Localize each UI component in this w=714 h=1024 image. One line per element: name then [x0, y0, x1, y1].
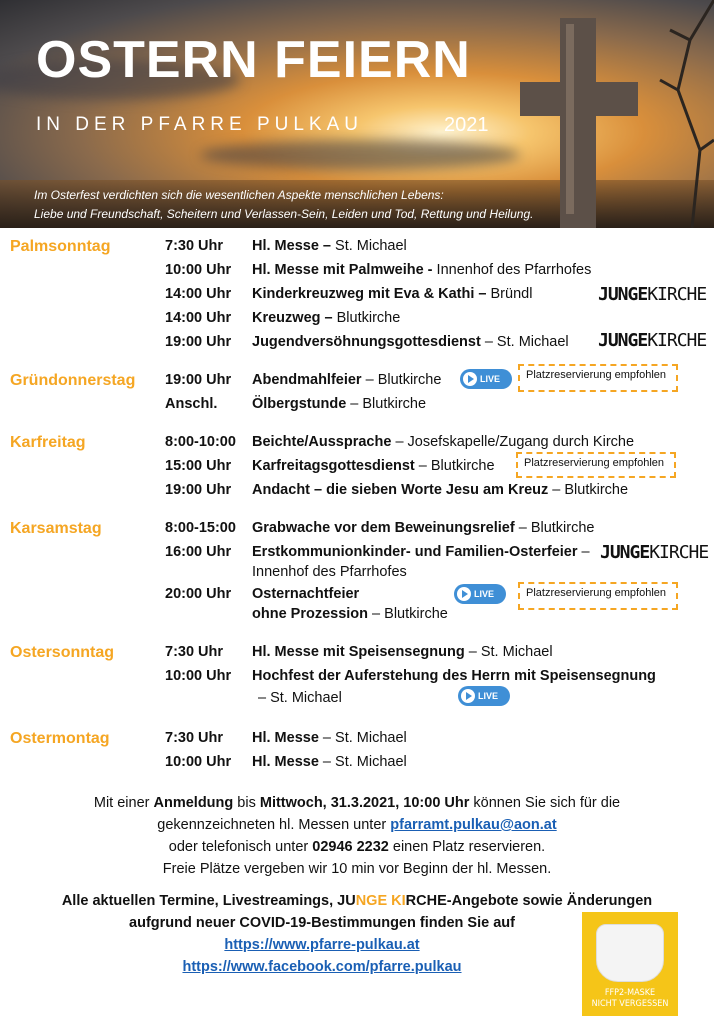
event-time: 15:00 Uhr [165, 458, 232, 474]
event-time: 19:00 Uhr [165, 334, 232, 350]
event-desc: Hl. Messe mit Palmweihe - Innenhof des Pfarrhofes [252, 262, 592, 278]
email-link[interactable]: pfarramt.pulkau@aon.at [390, 817, 557, 833]
event-location: Innenhof des Pfarrhofes [252, 564, 407, 580]
phone-number: 02946 2232 [312, 839, 389, 855]
day-ostermontag: Ostermontag [10, 730, 110, 747]
event-desc: ohne Prozession – Blutkirche [252, 606, 448, 622]
play-icon [463, 372, 477, 386]
mask-icon [596, 924, 664, 982]
cross-icon [520, 18, 640, 228]
day-karsamstag: Karsamstag [10, 520, 102, 537]
event-time: 7:30 Uhr [165, 644, 224, 660]
live-stream-badge[interactable]: LIVE [458, 686, 510, 706]
event-time: 19:00 Uhr [165, 372, 232, 388]
quote-line: Liebe und Freundschaft, Scheitern und Verlassen-Sein, Leiden und Tod, Rettung und Heilung. [34, 207, 534, 221]
event-desc: Hl. Messe – St. Michael [252, 754, 407, 770]
event-desc: Andacht – die sieben Worte Jesu am Kreuz – Blutkirche [252, 482, 629, 498]
page-title: OSTERN FEIERN [36, 31, 471, 89]
day-karfreitag: Karfreitag [10, 434, 86, 451]
event-location: – St. Michael [258, 690, 342, 706]
facebook-link[interactable]: https://www.facebook.com/pfarre.pulkau [182, 959, 462, 975]
event-time: 10:00 Uhr [165, 668, 232, 684]
event-time: 16:00 Uhr [165, 544, 232, 560]
event-desc: Jugendversöhnungsgottesdienst – St. Michael [252, 334, 569, 350]
info-line: Freie Plätze vergeben wir 10 min vor Beginn der hl. Messen. [162, 861, 552, 877]
registration-info [0, 792, 714, 880]
info-line: aufgrund neuer COVID-19-Bestimmungen finden Sie auf [129, 915, 515, 931]
event-desc: Kreuzweg – Blutkirche [252, 310, 401, 326]
event-desc: Hl. Messe – St. Michael [252, 730, 407, 746]
event-time: 20:00 Uhr [165, 586, 232, 602]
event-time: 8:00-15:00 [165, 520, 236, 536]
intro-quote [34, 186, 533, 224]
year-label: 2021 [444, 114, 489, 136]
reservation-badge: Platzreservierung empfohlen [518, 582, 678, 610]
event-time: 7:30 Uhr [165, 238, 224, 254]
page-subtitle: IN DER PFARRE PULKAU [36, 114, 363, 135]
event-time: 10:00 Uhr [165, 262, 232, 278]
junge-kirche-logo: JUNGEKIRCHE [600, 542, 709, 563]
event-desc: Kinderkreuzweg mit Eva & Kathi – Bründl [252, 286, 533, 302]
event-time: 19:00 Uhr [165, 482, 232, 498]
info-line: oder telefonisch unter 02946 2232 einen Platz reservieren. [168, 839, 546, 855]
quote-line: Im Osterfest verdichten sich die wesentlichen Aspekte menschlichen Lebens: [34, 188, 444, 202]
event-desc: Osternachtfeier [252, 586, 360, 602]
info-line: gekennzeichneten hl. Messen unter pfarramt.pulkau@aon.at [157, 817, 557, 833]
event-time: 7:30 Uhr [165, 730, 224, 746]
mask-text: FFP2-MASKE NICHT VERGESSEN [591, 988, 669, 1009]
event-time: 8:00-10:00 [165, 434, 236, 450]
event-desc: Ölbergstunde – Blutkirche [252, 396, 427, 412]
website-link[interactable]: https://www.pfarre-pulkau.at [224, 937, 420, 953]
event-desc: Beichte/Aussprache – Josefskapelle/Zugang durch Kirche [252, 434, 635, 450]
info-line: Mit einer Anmeldung bis Mittwoch, 31.3.2021, 10:00 Uhr können Sie sich für die [93, 795, 621, 811]
event-desc: Grabwache vor dem Beweinungsrelief – Blutkirche [252, 520, 595, 536]
event-time: 14:00 Uhr [165, 286, 232, 302]
cloud-shape [200, 140, 520, 170]
live-stream-badge[interactable]: LIVE [460, 369, 512, 389]
event-desc: Hl. Messe mit Speisensegnung – St. Michael [252, 644, 553, 660]
day-palmsonntag: Palmsonntag [10, 238, 111, 255]
tree-branches-icon [630, 0, 714, 228]
info-line: Alle aktuellen Termine, Livestreamings, JUNGE KIRCHE-Angebote sowie Änderungen [61, 893, 653, 909]
event-desc: Hochfest der Auferstehung des Herrn mit Speisensegnung [252, 668, 656, 684]
reservation-badge: Platzreservierung empfohlen [516, 452, 676, 478]
play-icon [461, 689, 475, 703]
event-desc: Hl. Messe – St. Michael [252, 238, 407, 254]
day-ostersonntag: Ostersonntag [10, 644, 115, 661]
event-time: 14:00 Uhr [165, 310, 232, 326]
header-banner [0, 0, 714, 228]
junge-kirche-logo: JUNGEKIRCHE [598, 330, 707, 351]
event-time: Anschl. [165, 396, 218, 412]
event-desc: Karfreitagsgottesdienst – Blutkirche [252, 458, 495, 474]
play-icon [457, 587, 471, 601]
live-stream-badge[interactable]: LIVE [454, 584, 506, 604]
event-time: 10:00 Uhr [165, 754, 232, 770]
event-desc: Erstkommunionkinder- und Familien-Osterfeier – [252, 544, 590, 560]
ffp2-mask-reminder [582, 912, 678, 1016]
event-desc: Abendmahlfeier – Blutkirche [252, 372, 442, 388]
day-gruendonnerstag: Gründonnerstag [10, 372, 136, 389]
reservation-badge: Platzreservierung empfohlen [518, 364, 678, 392]
junge-kirche-logo: JUNGEKIRCHE [598, 284, 707, 305]
